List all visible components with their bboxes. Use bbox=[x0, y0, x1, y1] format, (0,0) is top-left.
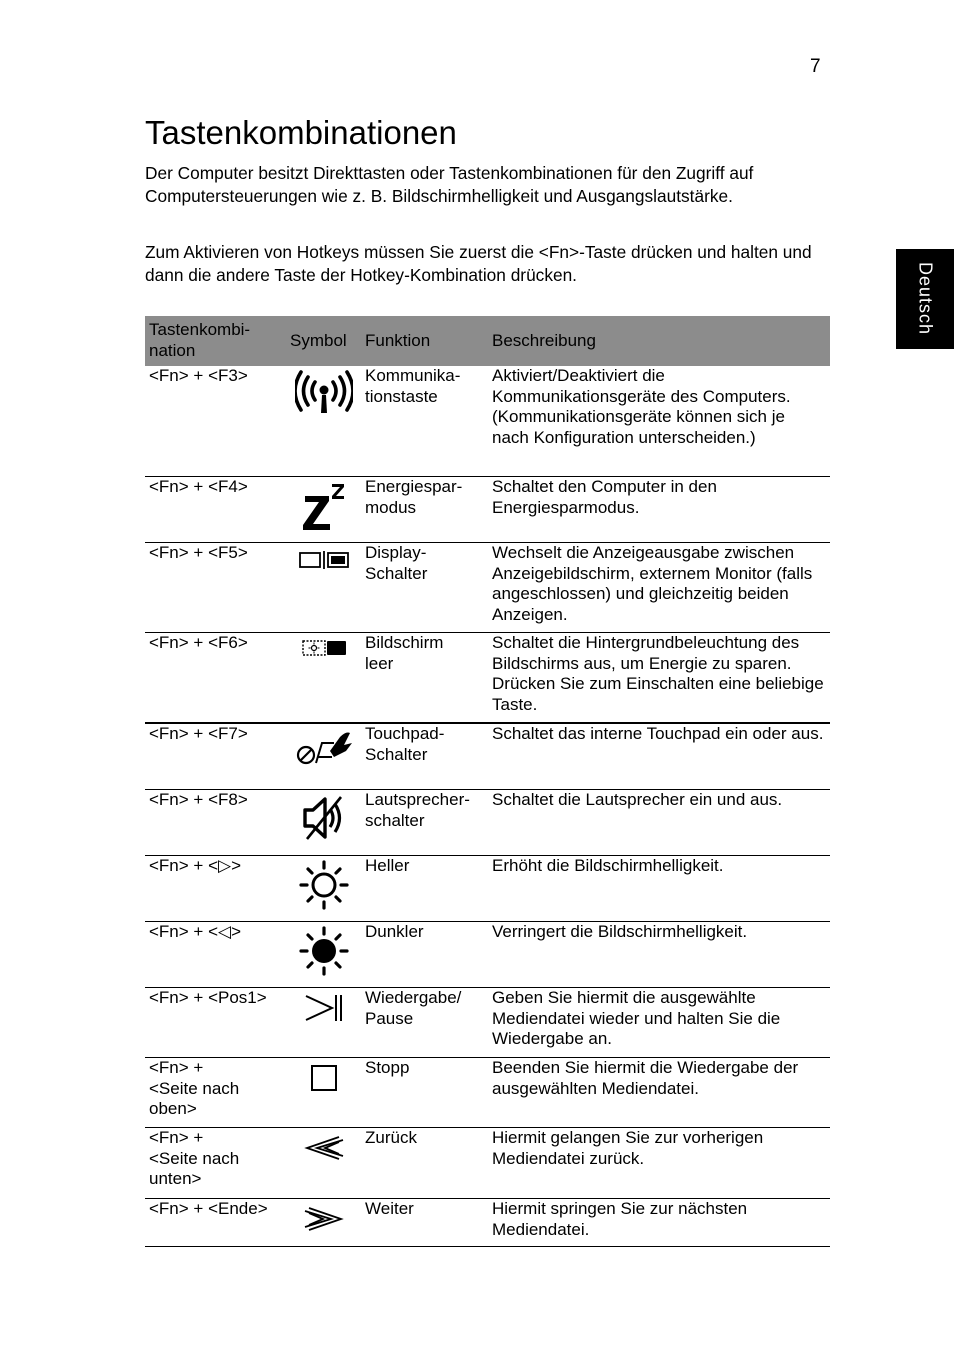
description: Aktiviert/Deaktiviert die Kommunikationsgeräte des Computers. (Kommunikationsgeräte können sich je nach Konfiguration unterscheiden.) bbox=[488, 366, 830, 477]
table-row bbox=[145, 477, 830, 543]
header-key-combination: Tastenkombi- nation bbox=[145, 316, 286, 366]
table-row bbox=[145, 633, 830, 724]
header-description: Beschreibung bbox=[488, 316, 830, 366]
table-row bbox=[145, 988, 830, 1058]
play-pause-icon bbox=[299, 991, 349, 1025]
brightness-up-icon bbox=[297, 859, 351, 911]
key-combination: <Fn> + <F5> bbox=[145, 543, 286, 633]
table-row bbox=[145, 366, 830, 477]
key-combination: <Fn> + <Ende> bbox=[145, 1199, 286, 1247]
function-name: Zurück bbox=[361, 1128, 488, 1199]
function-name: Heller bbox=[361, 856, 488, 922]
previous-icon bbox=[299, 1131, 349, 1165]
language-tab-label: Deutsch bbox=[915, 262, 936, 336]
key-combination: <Fn> + <F4> bbox=[145, 477, 286, 543]
table-row bbox=[145, 723, 830, 790]
key-combination: <Fn> + <Seite nach oben> bbox=[145, 1058, 286, 1128]
description: Geben Sie hiermit die ausgewählte Mediendatei wieder und halten Sie die Wiedergabe an. bbox=[488, 988, 830, 1058]
function-name: Dunkler bbox=[361, 922, 488, 988]
function-name: Kommunika- tionstaste bbox=[361, 366, 488, 477]
description: Schaltet die Lautsprecher ein und aus. bbox=[488, 790, 830, 856]
key-combination: <Fn> + <F7> bbox=[145, 723, 286, 790]
page-title: Tastenkombinationen bbox=[145, 114, 457, 151]
description: Schaltet das interne Touchpad ein oder aus. bbox=[488, 723, 830, 790]
description: Erhöht die Bildschirmhelligkeit. bbox=[488, 856, 830, 922]
key-combination: <Fn> + <Pos1> bbox=[145, 988, 286, 1058]
hotkey-table bbox=[145, 316, 830, 1247]
table-row bbox=[145, 856, 830, 922]
next-icon bbox=[299, 1202, 349, 1236]
function-name: Touchpad- Schalter bbox=[361, 723, 488, 790]
function-name: Stopp bbox=[361, 1058, 488, 1128]
intro-paragraph-1: Der Computer besitzt Direkttasten oder Tastenkombinationen für den Zugriff auf Computersteuerungen wie z. B. Bildschirmhelligkeit und Ausgangslautstärke. bbox=[145, 163, 754, 206]
function-name: Energiespar- modus bbox=[361, 477, 488, 543]
function-name: Bildschirm leer bbox=[361, 633, 488, 724]
description: Schaltet die Hintergrundbeleuchtung des Bildschirms aus, um Energie zu sparen. Drücken Sie zum Einschalten eine beliebige Taste. bbox=[488, 633, 830, 724]
function-name: Weiter bbox=[361, 1199, 488, 1247]
page-number: 7 bbox=[810, 56, 821, 77]
function-name: Wiedergabe/ Pause bbox=[361, 988, 488, 1058]
description: Schaltet den Computer in den Energiesparmodus. bbox=[488, 477, 830, 543]
table-row bbox=[145, 1058, 830, 1128]
table-row bbox=[145, 922, 830, 988]
language-tab bbox=[896, 249, 954, 349]
function-name: Lautsprecher- schalter bbox=[361, 790, 488, 856]
sleep-icon bbox=[299, 480, 349, 532]
description: Hiermit springen Sie zur nächsten Mediendatei. bbox=[488, 1199, 830, 1247]
key-combination: <Fn> + <◁> bbox=[145, 922, 286, 988]
function-name: Display- Schalter bbox=[361, 543, 488, 633]
description: Hiermit gelangen Sie zur vorherigen Mediendatei zurück. bbox=[488, 1128, 830, 1199]
description: Verringert die Bildschirmhelligkeit. bbox=[488, 922, 830, 988]
key-combination: <Fn> + <Seite nach unten> bbox=[145, 1128, 286, 1199]
speaker-mute-icon bbox=[297, 793, 351, 843]
key-combination: <Fn> + <F6> bbox=[145, 633, 286, 724]
table-row bbox=[145, 1128, 830, 1199]
key-combination: <Fn> + <F3> bbox=[145, 366, 286, 477]
screen-blank-icon bbox=[295, 636, 353, 660]
key-combination: <Fn> + <F8> bbox=[145, 790, 286, 856]
header-symbol: Symbol bbox=[286, 316, 361, 366]
intro-paragraph-2: Zum Aktivieren von Hotkeys müssen Sie zuerst die <Fn>-Taste drücken und halten und dann die andere Taste der Hotkey-Kombination drücken. bbox=[145, 242, 812, 285]
touchpad-toggle-icon bbox=[294, 727, 354, 767]
table-row bbox=[145, 543, 830, 633]
table-header bbox=[145, 316, 830, 366]
header-function: Funktion bbox=[361, 316, 488, 366]
key-combination: <Fn> + <▷> bbox=[145, 856, 286, 922]
description: Wechselt die Anzeigeausgabe zwischen Anzeigebildschirm, externem Monitor (falls angeschlossen) und gleichzeitig beiden Anzeigen. bbox=[488, 543, 830, 633]
table-row bbox=[145, 790, 830, 856]
wireless-icon bbox=[295, 369, 353, 417]
table-row bbox=[145, 1199, 830, 1247]
brightness-down-icon bbox=[297, 925, 351, 977]
stop-icon bbox=[304, 1061, 344, 1095]
display-toggle-icon bbox=[295, 546, 353, 574]
description: Beenden Sie hiermit die Wiedergabe der ausgewählten Mediendatei. bbox=[488, 1058, 830, 1128]
